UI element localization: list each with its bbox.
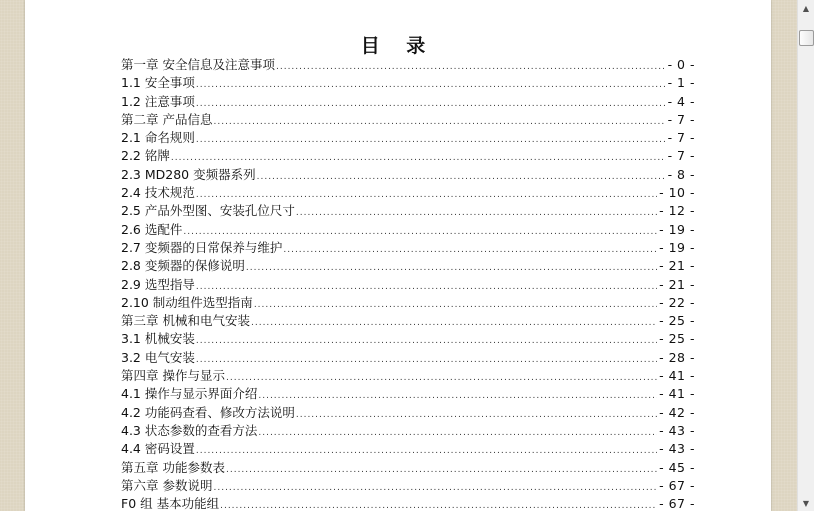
- toc-entry[interactable]: [121, 183, 695, 201]
- toc-entry-page-number: - 43 -: [659, 422, 695, 438]
- toc-leader-dots: [220, 501, 657, 511]
- toc-entry-label: F0 组 基本功能组: [121, 496, 220, 511]
- toc-entry-page-number: - 28 -: [659, 349, 695, 365]
- toc-title: 目 录: [360, 35, 436, 57]
- toc-leader-dots: [171, 153, 666, 163]
- scroll-thumb[interactable]: [799, 30, 814, 46]
- toc-entry-label: 4.3 状态参数的查看方法: [121, 422, 258, 438]
- toc-leader-dots: [226, 465, 657, 475]
- toc-leader-dots: [196, 446, 657, 456]
- toc-entry-page-number: - 19 -: [659, 239, 695, 255]
- toc-entry[interactable]: [121, 128, 695, 146]
- toc-entry-label: 2.8 变频器的保修说明: [121, 258, 245, 274]
- toc-entry[interactable]: [121, 293, 695, 311]
- toc-entry-label: 第五章 功能参数表: [121, 459, 225, 475]
- toc-entry-label: 第二章 产品信息: [121, 111, 213, 127]
- toc-leader-dots: [246, 263, 657, 273]
- toc-entry[interactable]: [121, 146, 695, 164]
- toc-entry-page-number: - 0 -: [667, 57, 695, 72]
- toc-entry[interactable]: [121, 201, 695, 219]
- toc-entry[interactable]: [121, 55, 695, 73]
- toc-entry-label: 4.2 功能码查看、修改方法说明: [121, 404, 295, 420]
- toc-entry-label: 2.2 铭牌: [121, 148, 170, 164]
- toc-entry-page-number: - 43 -: [659, 441, 695, 457]
- toc-entry-label: 第六章 参数说明: [121, 477, 213, 493]
- toc-entry[interactable]: [121, 110, 695, 128]
- toc-leader-dots: [296, 410, 657, 420]
- toc-entry[interactable]: [121, 73, 695, 91]
- toc-entry-page-number: - 25 -: [659, 331, 695, 347]
- toc-entry-page-number: - 67 -: [659, 496, 695, 511]
- toc-entry[interactable]: [121, 421, 695, 439]
- toc-entry-page-number: - 7 -: [667, 130, 695, 146]
- toc-leader-dots: [213, 483, 657, 493]
- toc-entry-page-number: - 45 -: [659, 459, 695, 475]
- toc-entry-page-number: - 25 -: [659, 313, 695, 329]
- toc-leader-dots: [254, 300, 657, 310]
- toc-entry[interactable]: [121, 403, 695, 421]
- toc-entry-page-number: - 42 -: [659, 404, 695, 420]
- toc-entry-page-number: - 21 -: [659, 258, 695, 274]
- toc-leader-dots: [196, 135, 666, 145]
- toc-entry[interactable]: [121, 458, 695, 476]
- toc-entry-page-number: - 10 -: [659, 185, 695, 201]
- toc-leader-dots: [276, 62, 666, 72]
- toc-entry-page-number: - 67 -: [659, 477, 695, 493]
- toc-entry[interactable]: [121, 439, 695, 457]
- toc-entry[interactable]: [121, 366, 695, 384]
- toc-entry-label: 2.4 技术规范: [121, 185, 195, 201]
- toc-entry[interactable]: [121, 220, 695, 238]
- toc-entry-label: 2.3 MD280 变频器系列: [121, 166, 256, 182]
- toc-entry-label: 第四章 操作与显示: [121, 368, 225, 384]
- toc-entry[interactable]: [121, 238, 695, 256]
- toc-leader-dots: [226, 373, 657, 383]
- toc-entry-page-number: - 21 -: [659, 276, 695, 292]
- toc-entry[interactable]: [121, 329, 695, 347]
- toc-entry-label: 4.4 密码设置: [121, 441, 195, 457]
- toc-entry[interactable]: [121, 476, 695, 494]
- toc-entry[interactable]: [121, 348, 695, 366]
- toc-entry[interactable]: [121, 92, 695, 110]
- toc-leader-dots: [196, 282, 657, 292]
- toc-leader-dots: [196, 80, 666, 90]
- toc-entry-label: 3.2 电气安装: [121, 349, 195, 365]
- toc-entry-page-number: - 7 -: [667, 148, 695, 164]
- toc-leader-dots: [258, 428, 657, 438]
- toc-entry-label: 第三章 机械和电气安装: [121, 313, 250, 329]
- toc-leader-dots: [196, 99, 666, 109]
- toc-entry[interactable]: [121, 311, 695, 329]
- toc-leader-dots: [213, 117, 665, 127]
- toc-entry[interactable]: [121, 275, 695, 293]
- toc-entry-page-number: - 22 -: [659, 294, 695, 310]
- toc-entry-page-number: - 12 -: [659, 203, 695, 219]
- toc-entry[interactable]: [121, 494, 695, 511]
- toc-entry-label: 2.6 选配件: [121, 221, 183, 237]
- toc-entry-page-number: - 7 -: [667, 111, 695, 127]
- toc-entry-page-number: - 8 -: [667, 166, 695, 182]
- toc-entry-label: 2.5 产品外型图、安装孔位尺寸: [121, 203, 295, 219]
- toc-entry-label: 2.1 命名规则: [121, 130, 195, 146]
- toc-entry-page-number: - 4 -: [667, 93, 695, 109]
- toc-entry-page-number: - 1 -: [667, 75, 695, 91]
- toc-entry-page-number: - 19 -: [659, 221, 695, 237]
- scroll-up-arrow-icon[interactable]: ▲: [802, 3, 810, 13]
- toc-entry-page-number: - 41 -: [659, 368, 695, 384]
- toc-entry-label: 4.1 操作与显示界面介绍: [121, 386, 258, 402]
- toc-leader-dots: [196, 355, 657, 365]
- toc-leader-dots: [251, 318, 657, 328]
- document-page: [25, 0, 771, 511]
- toc-entry-page-number: - 41 -: [659, 386, 695, 402]
- toc-leader-dots: [196, 190, 657, 200]
- toc-list: [121, 55, 695, 511]
- toc-entry-label: 2.7 变频器的日常保养与维护: [121, 239, 283, 255]
- scroll-down-arrow-icon[interactable]: ▼: [802, 498, 810, 508]
- toc-entry[interactable]: [121, 384, 695, 402]
- toc-entry-label: 第一章 安全信息及注意事项: [121, 57, 275, 72]
- toc-entry[interactable]: [121, 165, 695, 183]
- toc-leader-dots: [283, 245, 657, 255]
- toc-leader-dots: [296, 208, 657, 218]
- toc-entry[interactable]: [121, 256, 695, 274]
- toc-leader-dots: [257, 172, 666, 182]
- toc-entry-label: 2.9 选型指导: [121, 276, 195, 292]
- toc-leader-dots: [183, 227, 657, 237]
- toc-entry-label: 2.10 制动组件选型指南: [121, 294, 253, 310]
- vertical-scrollbar[interactable]: [797, 0, 814, 511]
- toc-entry-label: 3.1 机械安装: [121, 331, 195, 347]
- toc-leader-dots: [196, 336, 657, 346]
- toc-entry-label: 1.1 安全事项: [121, 75, 195, 91]
- toc-leader-dots: [258, 391, 657, 401]
- toc-entry-label: 1.2 注意事项: [121, 93, 195, 109]
